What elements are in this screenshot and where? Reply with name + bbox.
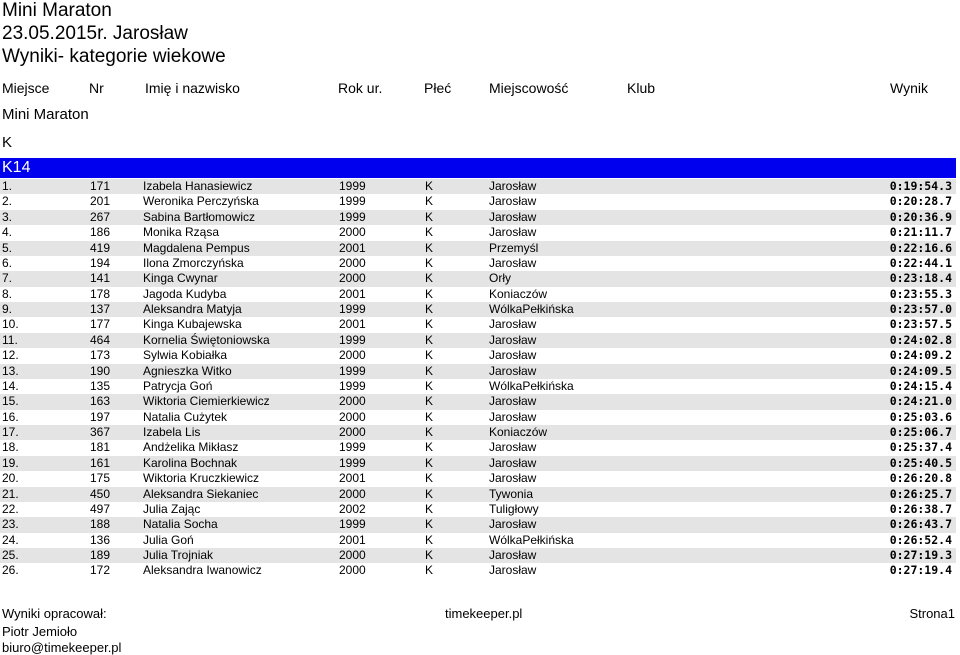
- cell-name: Agnieszka Witko: [143, 363, 232, 378]
- cell-city: Jarosław: [489, 409, 537, 424]
- cell-nr: 178: [90, 286, 111, 301]
- cell-sex: K: [425, 271, 434, 286]
- cell-nr: 367: [90, 425, 111, 439]
- cell-sex: K: [425, 440, 434, 455]
- cell-sex: K: [425, 255, 434, 270]
- cell-nr: 175: [90, 471, 111, 486]
- cell-year: 1999: [339, 179, 366, 193]
- cell-name: Monika Rząsa: [143, 225, 220, 240]
- table-row: [0, 502, 956, 517]
- cell-nr: 189: [90, 548, 111, 562]
- category-bar: [0, 158, 956, 178]
- cell-time: 0:27:19.3: [889, 548, 952, 562]
- cell-place: 5.: [2, 240, 13, 255]
- cell-sex: K: [425, 501, 434, 516]
- category-label: K14: [2, 159, 31, 176]
- cell-sex: K: [425, 425, 434, 439]
- table-row: [0, 487, 956, 502]
- table-row: [0, 517, 956, 532]
- event-date-place: 23.05.2015r. Jarosław: [2, 23, 188, 44]
- cell-year: 1999: [339, 378, 366, 393]
- cell-name: Wiktoria Kruczkiewicz: [143, 471, 260, 486]
- cell-name: Jagoda Kudyba: [143, 286, 227, 301]
- cell-city: Jarosław: [489, 517, 537, 532]
- cell-city: Jarosław: [489, 209, 537, 224]
- table-row: [0, 425, 956, 440]
- cell-year: 1999: [339, 455, 366, 470]
- cell-year: 2002: [339, 501, 366, 516]
- cell-time: 0:26:43.7: [889, 517, 952, 532]
- cell-place: 1.: [2, 179, 13, 193]
- cell-name: Natalia Cużytek: [143, 409, 228, 424]
- cell-nr: 136: [90, 532, 111, 547]
- cell-sex: K: [425, 378, 434, 393]
- cell-sex: K: [425, 532, 434, 547]
- cell-time: 0:24:09.2: [889, 348, 952, 363]
- cell-time: 0:23:57.0: [889, 302, 952, 316]
- cell-place: 2.: [2, 194, 13, 209]
- cell-time: 0:23:55.3: [889, 286, 952, 301]
- cell-city: Jarosław: [489, 563, 537, 578]
- cell-year: 2000: [339, 394, 366, 409]
- cell-city: Jarosław: [489, 317, 537, 332]
- cell-sex: K: [425, 455, 434, 470]
- cell-time: 0:25:03.6: [889, 409, 952, 424]
- table-row: [0, 440, 956, 455]
- cell-year: 2000: [339, 225, 366, 240]
- cell-city: Jarosław: [489, 455, 537, 470]
- col-time: Wynik: [890, 80, 928, 96]
- cell-place: 23.: [2, 517, 19, 532]
- cell-sex: K: [425, 363, 434, 378]
- footer-email: biuro@timekeeper.pl: [2, 640, 122, 655]
- table-row: [0, 364, 956, 379]
- cell-place: 18.: [2, 440, 19, 455]
- footer-prepared-label: Wyniki opracował:: [2, 606, 107, 621]
- cell-time: 0:26:20.8: [889, 471, 952, 486]
- cell-name: Kornelia Świętoniowska: [143, 332, 270, 347]
- cell-nr: 497: [90, 501, 111, 516]
- cell-sex: K: [425, 209, 434, 224]
- cell-city: Jarosław: [489, 440, 537, 455]
- cell-place: 21.: [2, 486, 19, 501]
- cell-sex: K: [425, 317, 434, 332]
- cell-name: Sabina Bartłomowicz: [143, 209, 256, 224]
- cell-year: 2001: [339, 286, 366, 301]
- cell-name: Izabela Lis: [143, 425, 201, 439]
- cell-time: 0:24:02.8: [889, 332, 952, 347]
- cell-nr: 197: [90, 409, 111, 424]
- cell-city: Jarosław: [489, 348, 537, 363]
- footer-site: timekeeper.pl: [445, 606, 523, 621]
- cell-nr: 190: [90, 363, 111, 378]
- cell-nr: 172: [90, 563, 111, 578]
- cell-place: 6.: [2, 255, 13, 270]
- cell-place: 9.: [2, 302, 13, 316]
- cell-place: 13.: [2, 363, 19, 378]
- results-heading: Wyniki- kategorie wiekowe: [2, 46, 226, 67]
- cell-nr: 177: [90, 317, 111, 332]
- table-row: [0, 287, 956, 302]
- cell-name: Natalia Socha: [143, 517, 218, 532]
- cell-nr: 186: [90, 225, 111, 240]
- cell-sex: K: [425, 348, 434, 363]
- cell-nr: 137: [90, 302, 111, 316]
- cell-nr: 171: [90, 179, 111, 193]
- cell-city: Tywonia: [489, 486, 534, 501]
- cell-name: Sylwia Kobiałka: [143, 348, 228, 363]
- cell-sex: K: [425, 302, 434, 316]
- cell-place: 26.: [2, 563, 19, 578]
- cell-time: 0:21:11.7: [889, 225, 952, 240]
- cell-name: Izabela Hanasiewicz: [143, 179, 253, 193]
- cell-nr: 141: [90, 271, 111, 286]
- col-place: Miejsce: [2, 80, 50, 96]
- cell-sex: K: [425, 548, 434, 562]
- cell-sex: K: [425, 286, 434, 301]
- cell-year: 2000: [339, 563, 366, 578]
- cell-year: 2000: [339, 425, 366, 439]
- cell-place: 25.: [2, 548, 19, 562]
- cell-year: 1999: [339, 332, 366, 347]
- table-row: [0, 410, 956, 425]
- cell-name: Julia Goń: [143, 532, 194, 547]
- cell-city: Orły: [489, 271, 511, 286]
- cell-name: Aleksandra Matyja: [143, 302, 242, 316]
- cell-sex: K: [425, 194, 434, 209]
- cell-nr: 135: [90, 378, 111, 393]
- cell-year: 2000: [339, 548, 366, 562]
- cell-sex: K: [425, 332, 434, 347]
- cell-nr: 464: [90, 332, 111, 347]
- cell-place: 20.: [2, 471, 19, 486]
- cell-city: Jarosław: [489, 332, 537, 347]
- table-row: [0, 394, 956, 409]
- cell-city: Tuligłowy: [489, 501, 539, 516]
- col-name: Imię i nazwisko: [145, 80, 240, 96]
- cell-year: 2000: [339, 409, 366, 424]
- table-row: [0, 548, 956, 563]
- cell-time: 0:27:19.4: [889, 563, 952, 578]
- cell-time: 0:22:44.1: [889, 255, 952, 270]
- cell-nr: 194: [90, 255, 111, 270]
- cell-city: Koniaczów: [489, 286, 548, 301]
- table-row: [0, 317, 956, 332]
- table-row: [0, 210, 956, 225]
- cell-name: Aleksandra Siekaniec: [143, 486, 259, 501]
- cell-year: 2001: [339, 471, 366, 486]
- cell-city: Przemyśl: [489, 240, 539, 255]
- cell-sex: K: [425, 240, 434, 255]
- cell-name: Julia Zając: [143, 501, 201, 516]
- cell-nr: 173: [90, 348, 111, 363]
- cell-nr: 161: [90, 455, 111, 470]
- cell-sex: K: [425, 486, 434, 501]
- cell-year: 1999: [339, 517, 366, 532]
- cell-city: Jarosław: [489, 394, 537, 409]
- cell-nr: 181: [90, 440, 111, 455]
- cell-sex: K: [425, 517, 434, 532]
- cell-place: 3.: [2, 209, 13, 224]
- table-row: [0, 271, 956, 286]
- cell-year: 1999: [339, 209, 366, 224]
- cell-sex: K: [425, 225, 434, 240]
- cell-place: 7.: [2, 271, 13, 286]
- cell-nr: 201: [90, 194, 111, 209]
- cell-time: 0:22:16.6: [889, 240, 952, 255]
- cell-place: 12.: [2, 348, 19, 363]
- footer-page: Strona1: [909, 606, 955, 621]
- race-name: Mini Maraton: [2, 106, 89, 123]
- cell-name: Karolina Bochnak: [143, 455, 238, 470]
- cell-sex: K: [425, 409, 434, 424]
- cell-time: 0:20:28.7: [889, 194, 952, 209]
- cell-city: WólkaPełkińska: [489, 302, 574, 316]
- table-row: [0, 379, 956, 394]
- table-row: [0, 302, 956, 317]
- cell-place: 15.: [2, 394, 19, 409]
- cell-nr: 450: [90, 486, 111, 501]
- table-row: [0, 563, 956, 578]
- cell-year: 2001: [339, 240, 366, 255]
- cell-place: 4.: [2, 225, 13, 240]
- cell-nr: 419: [90, 240, 111, 255]
- cell-sex: K: [425, 394, 434, 409]
- cell-city: Jarosław: [489, 225, 537, 240]
- cell-year: 1999: [339, 440, 366, 455]
- col-nr: Nr: [89, 80, 104, 96]
- cell-name: Kinga Kubajewska: [143, 317, 242, 332]
- footer-author: Piotr Jemioło: [2, 624, 78, 639]
- table-row: [0, 179, 956, 194]
- cell-place: 14.: [2, 378, 19, 393]
- cell-sex: K: [425, 563, 434, 578]
- table-row: [0, 348, 956, 363]
- cell-year: 2000: [339, 486, 366, 501]
- cell-place: 19.: [2, 455, 19, 470]
- column-headers: [0, 78, 960, 98]
- cell-year: 2000: [339, 271, 366, 286]
- table-row: [0, 456, 956, 471]
- cell-nr: 267: [90, 209, 111, 224]
- cell-city: Koniaczów: [489, 425, 548, 439]
- cell-name: Aleksandra Iwanowicz: [143, 563, 262, 578]
- cell-place: 11.: [2, 332, 18, 347]
- cell-place: 8.: [2, 286, 13, 301]
- cell-city: Jarosław: [489, 363, 537, 378]
- cell-year: 2001: [339, 317, 366, 332]
- cell-time: 0:24:15.4: [889, 378, 952, 393]
- cell-name: Magdalena Pempus: [143, 240, 250, 255]
- cell-nr: 188: [90, 517, 111, 532]
- cell-year: 1999: [339, 194, 366, 209]
- cell-city: WólkaPełkińska: [489, 532, 574, 547]
- cell-time: 0:25:06.7: [889, 425, 952, 439]
- cell-time: 0:19:54.3: [889, 179, 952, 193]
- cell-time: 0:23:57.5: [889, 317, 952, 332]
- gender-label: K: [2, 134, 13, 151]
- cell-time: 0:26:52.4: [889, 532, 952, 547]
- cell-place: 17.: [2, 425, 19, 439]
- cell-name: Weronika Perczyńska: [143, 194, 259, 209]
- table-row: [0, 256, 956, 271]
- cell-name: Ilona Zmorczyńska: [143, 255, 244, 270]
- table-row: [0, 241, 956, 256]
- cell-time: 0:25:37.4: [889, 440, 952, 455]
- cell-place: 24.: [2, 532, 19, 547]
- cell-year: 2000: [339, 348, 366, 363]
- col-club: Klub: [627, 80, 656, 96]
- cell-time: 0:26:25.7: [889, 486, 952, 501]
- cell-time: 0:23:18.4: [889, 271, 952, 286]
- cell-city: WólkaPełkińska: [489, 378, 574, 393]
- cell-place: 22.: [2, 501, 19, 516]
- cell-place: 16.: [2, 409, 19, 424]
- cell-name: Kinga Cwynar: [143, 271, 218, 286]
- table-row: [0, 533, 956, 548]
- col-year: Rok ur.: [338, 80, 383, 96]
- table-row: [0, 471, 956, 486]
- cell-time: 0:26:38.7: [889, 501, 952, 516]
- results-table: [0, 179, 956, 579]
- table-row: [0, 333, 956, 348]
- cell-sex: K: [425, 179, 434, 193]
- cell-city: Jarosław: [489, 255, 537, 270]
- cell-city: Jarosław: [489, 179, 537, 193]
- cell-name: Patrycja Goń: [143, 378, 213, 393]
- cell-place: 10.: [2, 317, 19, 332]
- cell-name: Julia Trojniak: [143, 548, 214, 562]
- cell-nr: 163: [90, 394, 111, 409]
- cell-sex: K: [425, 471, 434, 486]
- cell-year: 1999: [339, 302, 366, 316]
- cell-city: Jarosław: [489, 471, 537, 486]
- cell-time: 0:24:09.5: [889, 363, 952, 378]
- cell-city: Jarosław: [489, 548, 537, 562]
- cell-time: 0:24:21.0: [889, 394, 952, 409]
- col-sex: Płeć: [424, 80, 452, 96]
- cell-time: 0:25:40.5: [889, 455, 952, 470]
- cell-city: Jarosław: [489, 194, 537, 209]
- col-city: Miejscowość: [489, 80, 569, 96]
- cell-time: 0:20:36.9: [889, 209, 952, 224]
- table-row: [0, 225, 956, 240]
- event-title: Mini Maraton: [2, 0, 112, 21]
- cell-year: 2001: [339, 532, 366, 547]
- cell-year: 1999: [339, 363, 366, 378]
- cell-name: Andżelika Mikłasz: [143, 440, 239, 455]
- cell-year: 2000: [339, 255, 366, 270]
- table-row: [0, 194, 956, 209]
- cell-name: Wiktoria Ciemierkiewicz: [143, 394, 270, 409]
